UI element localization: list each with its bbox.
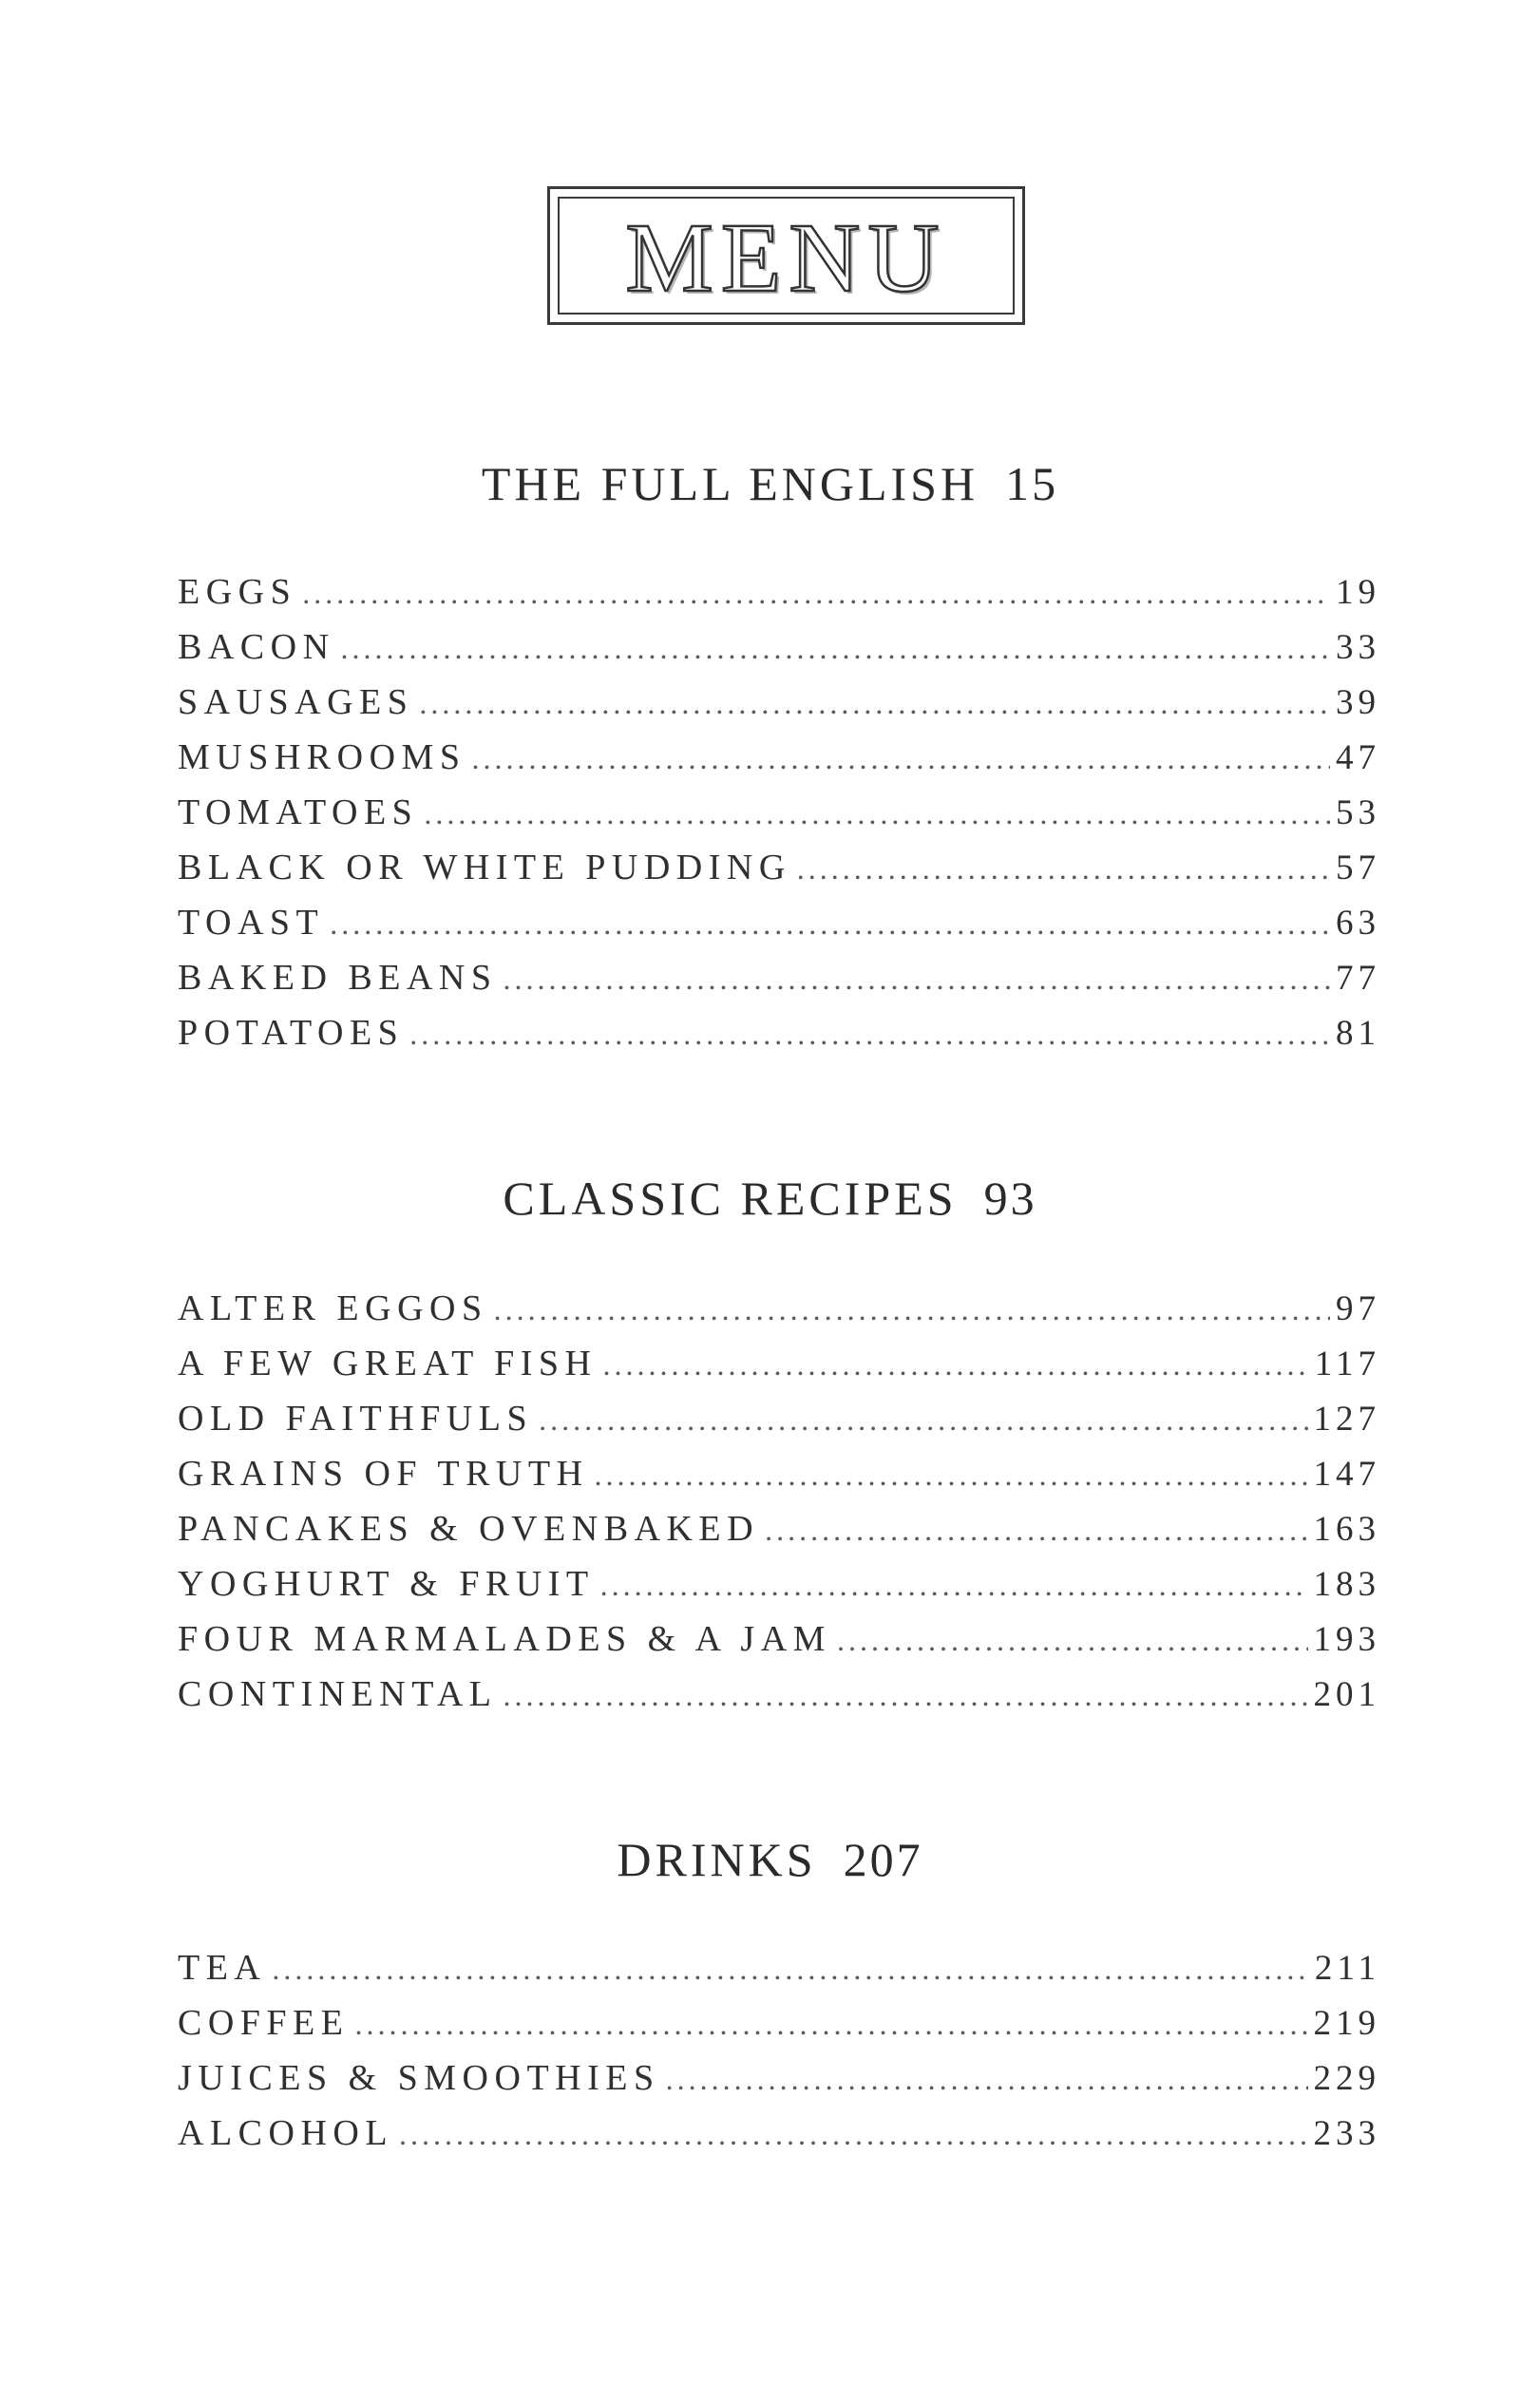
toc-entry[interactable] [178,1676,1380,1731]
section-page-number: 15 [1005,457,1059,510]
entry-label: OLD FAITHFULS [178,1399,534,1439]
entry-page-number: 63 [1336,904,1380,943]
dot-leader [765,1515,1307,1545]
entry-page-number: 47 [1336,738,1380,777]
dot-leader [424,798,1330,829]
entry-page-number: 97 [1336,1289,1380,1328]
toc-entry[interactable] [178,1401,1380,1456]
menu-title: MENU [625,203,947,313]
entry-page-number: 117 [1314,1345,1380,1383]
toc-entry[interactable] [178,960,1380,1015]
entry-page-number: 219 [1313,2004,1380,2043]
entry-label: COFFEE [178,2003,350,2043]
section-heading-label: THE FULL ENGLISH [481,457,979,510]
toc-entry[interactable] [178,684,1380,739]
toc-entry[interactable] [178,1950,1380,2005]
dot-leader [330,908,1330,939]
section-heading-full-english [0,457,1540,510]
entry-label: GRAINS OF TRUTH [178,1454,589,1494]
dot-leader [600,1570,1308,1600]
toc-entry[interactable] [178,849,1380,905]
menu-title-frame [558,197,1015,315]
entry-page-number: 193 [1313,1620,1380,1659]
section-heading-label: DRINKS [617,1833,817,1886]
toc-entry[interactable] [178,1345,1380,1401]
entry-label: A FEW GREAT FISH [178,1344,598,1383]
entry-label: YOGHURT & FRUIT [178,1564,595,1604]
dot-leader [666,2064,1308,2094]
toc-entry[interactable] [178,2060,1380,2115]
entry-label: TOMATOES [178,792,419,832]
dot-leader [409,1019,1330,1049]
dot-leader [419,688,1330,718]
entry-label: PANCAKES & OVENBAKED [178,1509,760,1549]
toc-entry[interactable] [178,739,1380,794]
entry-page-number: 33 [1336,628,1380,667]
entry-page-number: 201 [1313,1675,1380,1714]
entry-page-number: 233 [1313,2114,1380,2153]
section-page-number: 93 [983,1172,1037,1225]
toc-entry[interactable] [178,1621,1380,1676]
section-list-full-english [178,574,1380,1070]
entry-page-number: 39 [1336,683,1380,722]
dot-leader [302,578,1330,608]
dot-leader [354,2009,1307,2039]
entry-label: BACON [178,627,335,667]
entry-label: CONTINENTAL [178,1674,498,1714]
toc-entry[interactable] [178,2115,1380,2170]
entry-page-number: 57 [1336,849,1380,887]
toc-entry[interactable] [178,1566,1380,1621]
entry-label: FOUR MARMALADES & A JAM [178,1619,831,1659]
entry-label: TOAST [178,903,325,943]
toc-entry[interactable] [178,1456,1380,1511]
dot-leader [399,2119,1307,2149]
entry-label: SAUSAGES [178,682,414,722]
toc-entry[interactable] [178,629,1380,684]
entry-page-number: 81 [1336,1014,1380,1053]
dot-leader [595,1459,1308,1490]
dot-leader [837,1625,1308,1655]
entry-label: ALTER EGGOS [178,1288,488,1328]
section-page-number: 207 [843,1833,923,1886]
section-list-drinks [178,1950,1380,2170]
entry-label: JUICES & SMOOTHIES [178,2058,660,2098]
dot-leader [603,1349,1309,1380]
dot-leader [797,853,1330,884]
entry-label: BAKED BEANS [178,958,498,998]
dot-leader [539,1404,1307,1435]
section-list-classic-recipes [178,1290,1380,1731]
dot-leader [503,963,1330,994]
entry-page-number: 127 [1313,1400,1380,1439]
entry-label: EGGS [178,572,297,612]
dot-leader [504,1680,1308,1710]
dot-leader [341,633,1330,663]
toc-entry[interactable] [178,574,1380,629]
menu-title-plaque [547,186,1025,325]
dot-leader [471,743,1330,773]
toc-entry[interactable] [178,2005,1380,2060]
entry-page-number: 77 [1336,959,1380,998]
entry-label: POTATOES [178,1013,405,1053]
toc-entry[interactable] [178,1511,1380,1566]
section-heading-classic-recipes [0,1172,1540,1225]
toc-entry[interactable] [178,905,1380,960]
entry-page-number: 53 [1336,793,1380,832]
entry-page-number: 163 [1313,1510,1380,1549]
entry-page-number: 211 [1314,1949,1380,1988]
toc-entry[interactable] [178,1290,1380,1345]
dot-leader [494,1294,1330,1325]
toc-entry[interactable] [178,1015,1380,1070]
entry-label: MUSHROOMS [178,737,466,777]
entry-page-number: 19 [1336,573,1380,612]
entry-page-number: 147 [1313,1455,1380,1494]
section-heading-label: CLASSIC RECIPES [503,1172,958,1225]
dot-leader [272,1954,1308,1984]
entry-page-number: 229 [1313,2059,1380,2098]
section-heading-drinks [0,1833,1540,1886]
entry-label: TEA [178,1948,267,1988]
entry-label: ALCOHOL [178,2113,394,2153]
toc-entry[interactable] [178,794,1380,849]
entry-page-number: 183 [1313,1565,1380,1604]
entry-label: BLACK OR WHITE PUDDING [178,848,791,887]
